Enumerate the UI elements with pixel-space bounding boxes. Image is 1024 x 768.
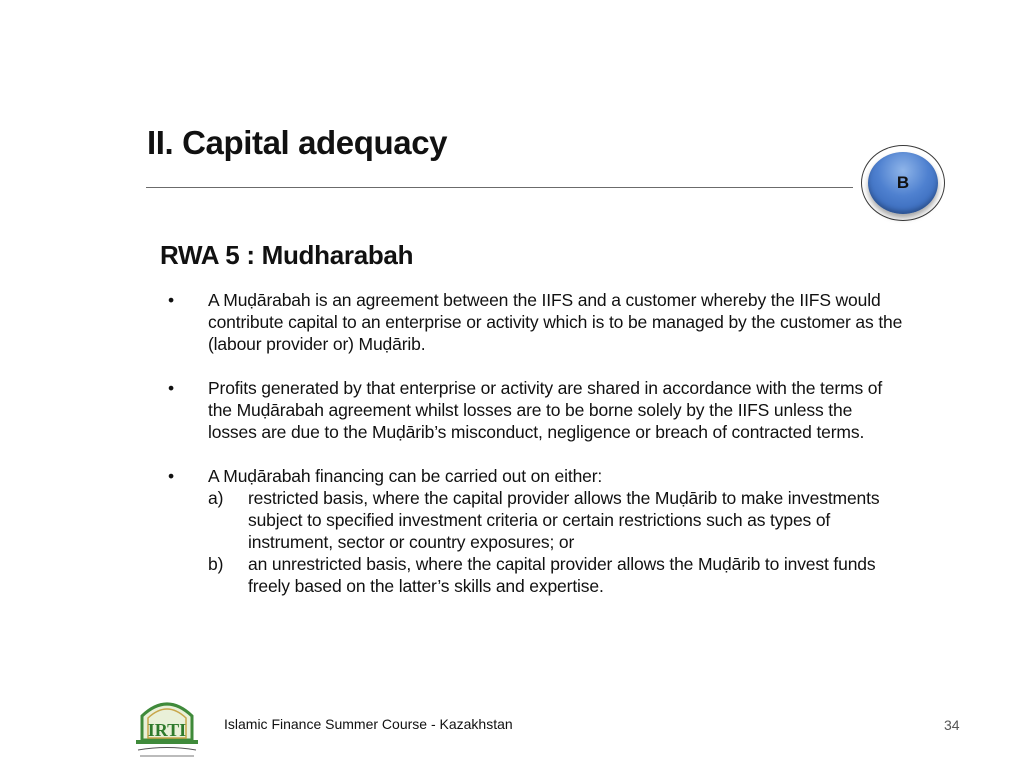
page-number: 34: [944, 717, 960, 733]
bullet-text: Profits generated by that enterprise or activity are shared in accordance with the terms of the Muḍārabah agreement whilst losses are to be borne solely by the IIFS unless the losses are due to the Muḍārib’s misconduct, negligence or breach of contracted terms.: [208, 378, 883, 442]
irti-logo: [128, 690, 206, 762]
logo-text: IRTI: [147, 720, 187, 740]
footer-course: Islamic Finance Summer Course - Kazakhstan: [224, 716, 513, 732]
bullet-text: A Muḍārabah financing can be carried out on either:: [208, 466, 603, 486]
sub-item: [208, 487, 905, 553]
slide-title: II. Capital adequacy: [147, 124, 448, 161]
slide-body: [165, 289, 905, 619]
sub-item-label: b): [208, 554, 224, 574]
sub-item-label: a): [208, 488, 224, 508]
sub-item-text: an unrestricted basis, where the capital provider allows the Muḍārib to invest funds freely based on the latter’s skills and expertise.: [248, 554, 876, 596]
bullet-item: [165, 465, 905, 597]
section-badge-label: B: [896, 173, 910, 192]
sub-item: [208, 553, 905, 597]
sub-item-text: restricted basis, where the capital provider allows the Muḍārib to make investments subject to specified investment criteria or certain restrictions such as types of instrument, sector or country exposures; or: [248, 488, 880, 552]
bullet-marker: •: [168, 378, 174, 398]
bullet-item: [165, 377, 905, 443]
bullet-marker: •: [168, 290, 174, 310]
section-badge: [868, 152, 938, 214]
bullet-text: A Muḍārabah is an agreement between the IIFS and a customer whereby the IIFS would contribute capital to an enterprise or activity which is to be managed by the customer as the (labour provider or) Muḍārib.: [208, 290, 903, 354]
title-divider: [146, 187, 853, 188]
slide-subtitle: RWA 5 : Mudharabah: [160, 240, 414, 270]
bullet-item: [165, 289, 905, 355]
bullet-marker: •: [168, 466, 174, 486]
